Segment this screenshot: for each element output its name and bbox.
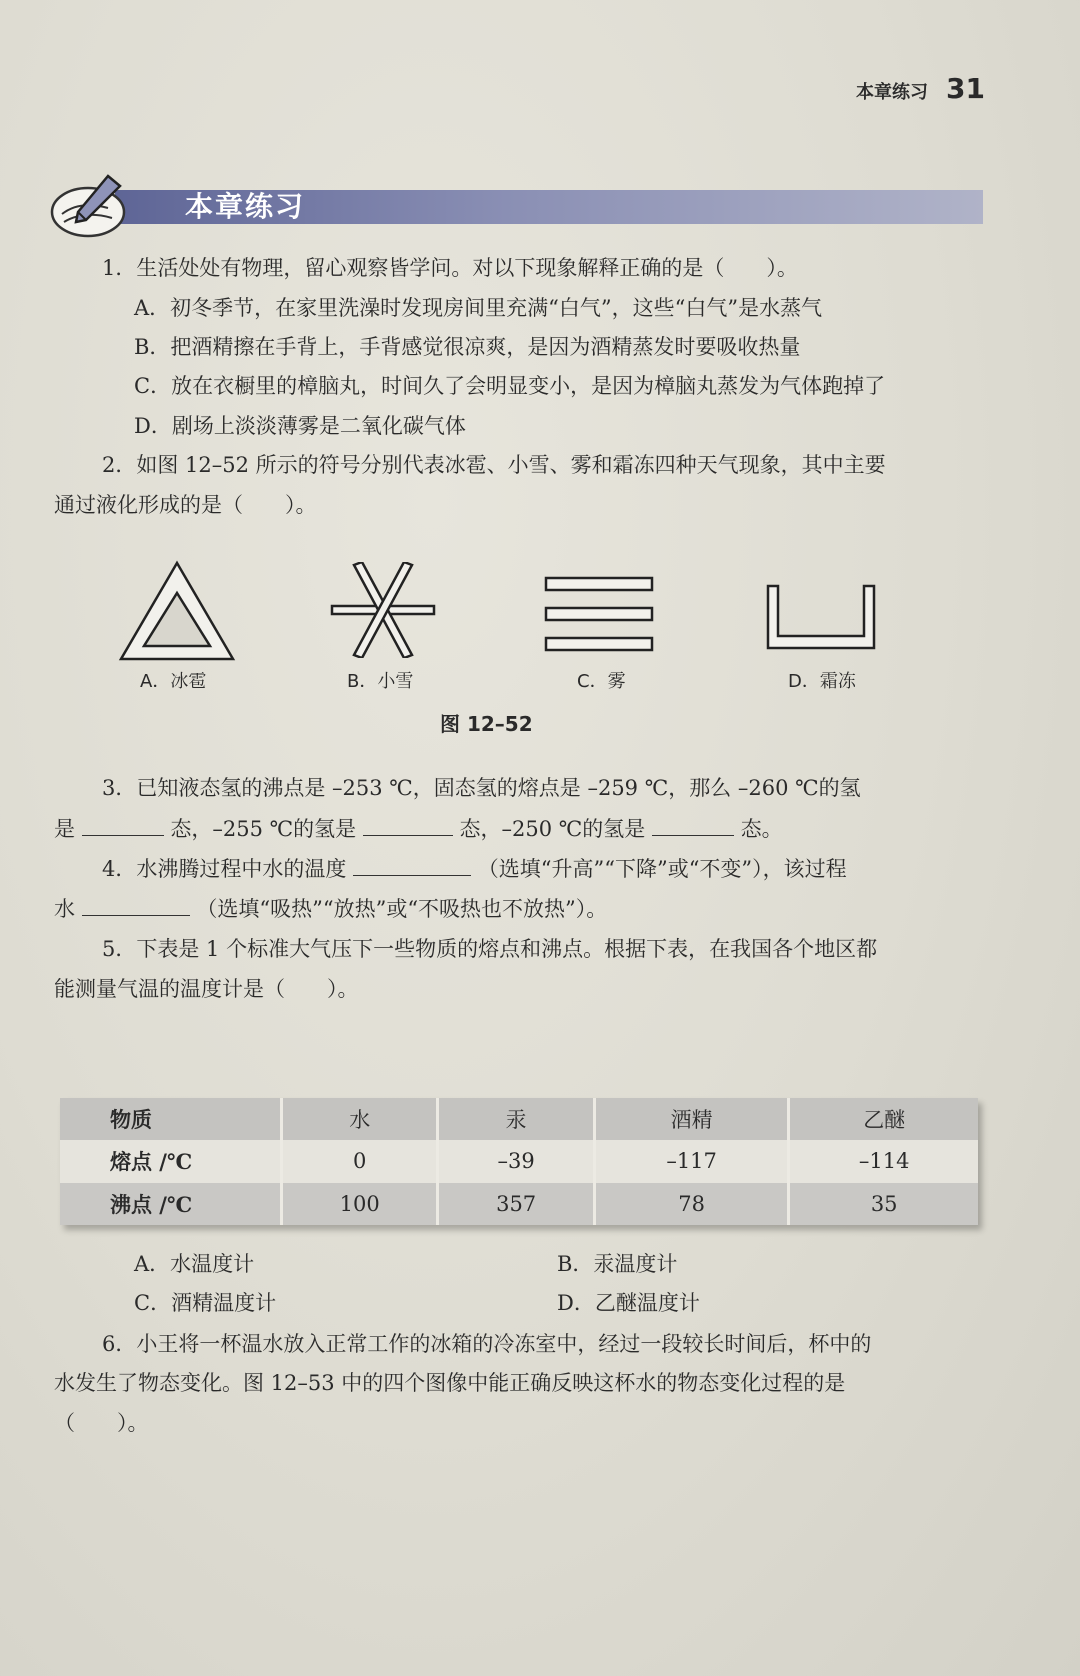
q6-line2: 水发生了物态变化。图 12–53 中的四个图像中能正确反映这杯水的物态变化过程的是 [54,1371,846,1395]
frost-symbol-icon [766,584,876,650]
table-row [60,1140,978,1182]
q3-line2 [54,816,783,842]
figure-label-a: A．冰雹 [140,671,207,692]
hail-symbol-icon [118,560,236,662]
pencil-notebook-icon [50,170,130,240]
table-cell: 100 [282,1183,438,1225]
q1-option-b: B．把酒精擦在手背上，手背感觉很凉爽，是因为酒精蒸发时要吸收热量 [134,335,801,359]
table-header-cell: 水 [282,1098,438,1140]
figure-label-c: C．雾 [577,671,626,692]
q3-text-c: 态，–250 ℃的氢是 [459,817,646,841]
section-banner [55,186,983,228]
q6-line1: 6．小王将一杯温水放入正常工作的冰箱的冷冻室中，经过一段较长时间后，杯中的 [102,1332,872,1356]
table-cell: –117 [594,1140,789,1182]
figure-caption: 图 12–52 [440,712,533,736]
q2-line1: 2．如图 12–52 所示的符号分别代表冰雹、小雪、雾和霜冻四种天气现象，其中主要 [102,453,886,477]
q2-line2: 通过液化形成的是（ ）。 [54,493,317,517]
table-cell: 熔点 /℃ [60,1140,282,1182]
q3-text-a: 是 [54,817,75,841]
table-cell: 0 [282,1140,438,1182]
q1-option-a: A．初冬季节，在家里洗澡时发现房间里充满“白气”，这些“白气”是水蒸气 [134,296,823,320]
figure-label-d: D．霜冻 [788,671,856,692]
table-cell: 沸点 /℃ [60,1183,282,1225]
q4-text-b: （选填“升高”“下降”或“不变”），该过程 [477,857,847,881]
snow-symbol-icon [330,562,436,658]
table-cell: 78 [594,1183,789,1225]
q4-blank-1[interactable] [353,857,471,876]
q4-blank-2[interactable] [82,897,190,916]
q4-text-c: 水 [54,897,75,921]
q5-option-c: C．酒精温度计 [134,1291,277,1315]
q1-stem: 1．生活处处有物理，留心观察皆学问。对以下现象解释正确的是（ ）。 [102,256,798,280]
fog-symbol-icon [544,576,654,652]
q4-text-d: （选填“吸热”“放热”或“不吸热也不放热”）。 [196,897,608,921]
figure-label-b: B．小雪 [347,671,414,692]
q1-option-d: D．剧场上淡淡薄雾是二氧化碳气体 [134,414,466,438]
table-cell: 35 [870,1191,898,1216]
melting-boiling-table [60,1098,978,1225]
q4-line2 [54,896,607,922]
header-title: 本章练习 [856,82,929,103]
table-row [60,1183,978,1225]
q3-line1: 3．已知液态氢的沸点是 –253 ℃，固态氢的熔点是 –259 ℃，那么 –260 ℃的氢 [102,776,861,800]
q5-option-b: B．汞温度计 [557,1252,678,1276]
table-cell: 357 [438,1183,594,1225]
q4-text-a: 4．水沸腾过程中水的温度 [102,857,347,881]
q3-blank-3[interactable] [652,817,734,836]
q5-option-d: D．乙醚温度计 [557,1291,700,1315]
q5-option-a: A．水温度计 [134,1252,255,1276]
table-cell: –39 [438,1140,594,1182]
table-header-row [60,1098,978,1140]
table-cell: –114 [858,1149,910,1174]
q3-blank-1[interactable] [82,817,164,836]
q5-line1: 5．下表是 1 个标准大气压下一些物质的熔点和沸点。根据下表，在我国各个地区都 [102,937,878,961]
table-header-cell: 酒精 [594,1098,789,1140]
table-header-cell: 物质 [60,1098,282,1140]
q3-blank-2[interactable] [363,817,453,836]
table-header-cell: 汞 [438,1098,594,1140]
q5-line2: 能测量气温的温度计是（ ）。 [54,977,359,1001]
q1-option-c: C．放在衣橱里的樟脑丸，时间久了会明显变小，是因为樟脑丸蒸发为气体跑掉了 [134,374,886,398]
table-header-cell: 乙醚 [863,1108,906,1133]
q6-line3: （ ）。 [54,1411,149,1435]
data-table [60,1098,978,1225]
q4-line1 [102,856,847,882]
page-number: 31 [946,72,985,105]
banner-title: 本章练习 [185,190,306,223]
running-header [856,72,985,105]
q3-text-b: 态，–255 ℃的氢是 [170,817,357,841]
q3-text-d: 态。 [740,817,783,841]
